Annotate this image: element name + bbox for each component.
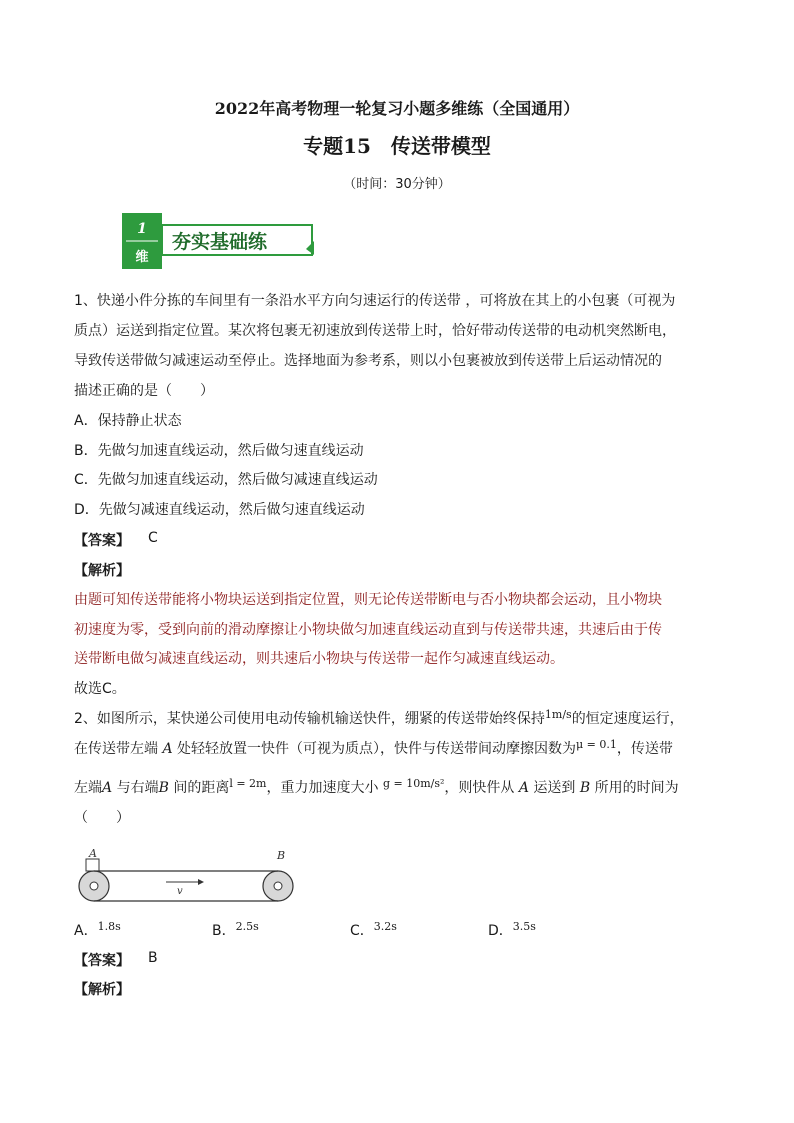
q2-point-b: B — [158, 780, 169, 796]
velocity-arrowhead-icon — [198, 879, 204, 885]
banner-wei: 维 — [135, 250, 149, 265]
banner-label: 夯实基础练 — [172, 231, 268, 253]
figure-label-b: B — [277, 849, 286, 862]
q2-line-3f: 运送到 — [533, 780, 576, 796]
q2-line-1b: 的恒定速度运行， — [571, 711, 684, 727]
q2-point-b2: B — [579, 780, 591, 796]
q2-friction-formula: μ = 0.1 — [576, 738, 617, 751]
q2-option-a-letter: A． — [74, 923, 98, 939]
q2-length-formula: l = 2m — [229, 777, 267, 790]
q2-option-d — [488, 920, 536, 940]
q1-option-d: D．先做匀减速直线运动，然后做匀速直线运动 — [74, 502, 365, 518]
q2-answer-value: B — [148, 950, 158, 966]
q2-line-4: （ ） — [74, 810, 130, 826]
q2-option-d-value: 3.5s — [512, 920, 536, 933]
package-block — [86, 859, 99, 871]
q1-analysis-line-2: 初速度为零，受到向前的滑动摩擦让小物块做匀加速直线运动直到与传送带共速，共速后由于传 — [74, 622, 662, 638]
conveyor-belt-figure — [74, 842, 304, 910]
q2-option-b-value: 2.5s — [235, 920, 259, 933]
q2-line-2a: 在传送带左端 — [74, 741, 158, 757]
q2-line-2 — [74, 739, 673, 760]
q2-point-a: A — [162, 741, 173, 757]
q1-analysis-line-1: 由题可知传送带能将小物块运送到指定位置，则无论传送带断电与否小物块都会运动，且小物块 — [74, 592, 662, 608]
q1-analysis-line-3: 送带断电做匀减速直线运动，则共速后小物块与传送带一起作匀减速直线运动。 — [74, 651, 564, 667]
section-banner — [122, 213, 322, 269]
q2-line-3 — [74, 778, 679, 799]
banner-number: 1 — [137, 221, 147, 237]
topic-title: 专题15 传送带模型 — [303, 134, 491, 158]
q2-line-3a: 左端 — [74, 780, 102, 796]
q2-analysis-label: 【解析】 — [74, 982, 130, 998]
q1-line-4: 描述正确的是（ ） — [74, 383, 214, 399]
q2-line-2c: ，传送带 — [616, 741, 673, 757]
q1-conclusion: 故选C。 — [74, 681, 126, 697]
q1-analysis-label: 【解析】 — [74, 563, 130, 579]
q2-answer-label: 【答案】 — [74, 953, 130, 969]
q1-answer-value: C — [148, 530, 158, 546]
q2-line-3b: 与右端 — [116, 780, 159, 796]
q1-line-1: 1、快递小件分拣的车间里有一条沿水平方向匀速运行的传送带 ，可将放在其上的小包裹（可视为 — [74, 293, 676, 309]
time-limit: （时间：30分钟） — [343, 177, 451, 192]
q2-option-a — [74, 920, 121, 940]
q2-line-3d: ，重力加速度大小 — [266, 780, 379, 796]
q2-line-3c: 间的距离 — [173, 780, 230, 796]
figure-label-v: v — [177, 886, 183, 897]
right-pulley-axle — [274, 882, 282, 890]
q1-line-3: 导致传送带做匀减速运动至停止。选择地面为参考系，则以小包裹被放到传送带上后运动情况的 — [74, 353, 662, 369]
document-title: 2022年高考物理一轮复习小题多维练（全国通用） — [214, 99, 580, 118]
q2-line-1a: 2、如图所示，某快递公司使用电动传输机输送快件，绷紧的传送带始终保持 — [74, 711, 545, 727]
q2-line-3e: ，则快件从 — [444, 780, 515, 796]
q1-option-a: A．保持静止状态 — [74, 413, 182, 429]
figure-label-a: A — [89, 847, 97, 860]
q2-option-b — [212, 920, 259, 940]
q2-option-c-letter: C． — [350, 923, 374, 939]
q2-option-d-letter: D． — [488, 923, 513, 939]
q1-option-b: B．先做匀加速直线运动，然后做匀速直线运动 — [74, 443, 364, 459]
q2-line-3g: 所用的时间为 — [594, 780, 679, 796]
q2-gravity-formula: g = 10m/s² — [382, 777, 445, 790]
section-banner-graphic — [122, 213, 322, 269]
q1-answer-label: 【答案】 — [74, 533, 130, 549]
q1-line-2: 质点）运送到指定位置。某次将包裹无初速放到传送带上时，恰好带动传送带的电动机突然断电， — [74, 323, 676, 339]
q2-point-a2: A — [102, 780, 113, 796]
q2-line-2b: 处轻轻放置一快件（可视为质点），快件与传送带间动摩擦因数为 — [177, 741, 577, 757]
q2-option-c-value: 3.2s — [373, 920, 397, 933]
q1-option-c: C．先做匀加速直线运动，然后做匀减速直线运动 — [74, 472, 378, 488]
q2-line-1 — [74, 709, 684, 730]
q2-point-a3: A — [518, 780, 529, 796]
left-pulley-axle — [90, 882, 98, 890]
q2-option-b-letter: B． — [212, 923, 236, 939]
q2-speed-formula: 1m/s — [544, 708, 572, 721]
q2-option-c — [350, 920, 397, 940]
q2-option-a-value: 1.8s — [97, 920, 121, 933]
